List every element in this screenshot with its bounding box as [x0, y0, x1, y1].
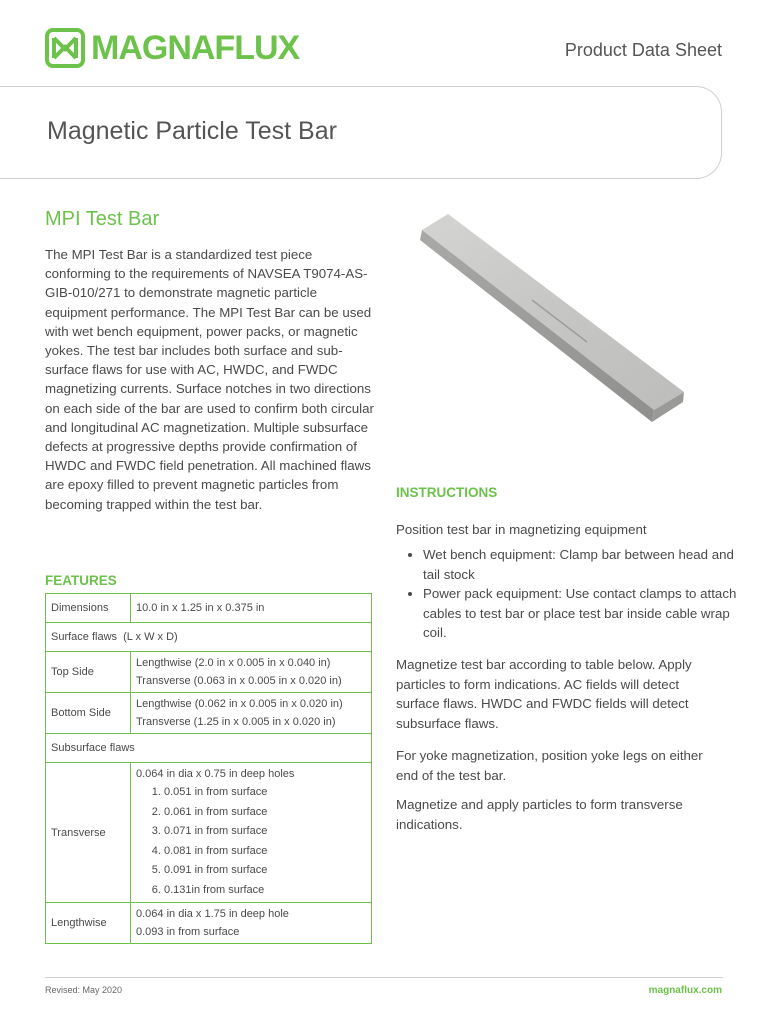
lengthwise-label: Lengthwise: [46, 903, 131, 944]
features-heading: FEATURES: [45, 573, 117, 588]
instructions-paragraph-2: For yoke magnetization, position yoke legs on either end of the test bar.: [396, 748, 703, 783]
table-row: [46, 903, 372, 944]
instructions-lead: Position test bar in magnetizing equipment: [396, 522, 647, 537]
bottom-side-label: Bottom Side: [46, 693, 131, 734]
transverse-label: Transverse: [46, 763, 131, 903]
revised-date: Revised: May 2020: [45, 985, 123, 995]
table-row: [46, 734, 372, 763]
dimensions-value: 10.0 in x 1.25 in x 0.375 in: [131, 594, 372, 623]
top-side-label: Top Side: [46, 652, 131, 693]
magnaflux-logo-icon: [45, 28, 85, 68]
surface-flaws-unit: (L x W x D): [123, 631, 178, 643]
bottom-side-lengthwise: Lengthwise (0.062 in x 0.005 in x 0.020 in): [136, 698, 343, 710]
document-type: Product Data Sheet: [564, 40, 722, 60]
website-link[interactable]: magnaflux.com: [648, 985, 722, 996]
top-side-transverse: Transverse (0.063 in x 0.005 in x 0.020 in): [136, 675, 342, 687]
table-row: [46, 693, 372, 734]
top-side-values: [131, 652, 372, 693]
table-row: [46, 763, 372, 903]
list-item: 6. 0.131in from surface: [164, 881, 366, 901]
page-title: Magnetic Particle Test Bar: [47, 117, 337, 145]
table-row: [46, 623, 372, 652]
bottom-side-values: [131, 693, 372, 734]
list-item: • Wet bench equipment: Clamp bar between head and tail stock: [423, 545, 753, 584]
intro-paragraph: The MPI Test Bar is a standardized test piece conforming to the requirements of NAVSEA T9074-AS-GIB-010/271 to demonstrate magnetic particle equipment performance. The MPI Test Bar can be used with wet bench equipment, power packs, or magnetic yokes. The test bar includes both surface and sub-surface flaws for use with AC, HWDC, and FWDC magnetizing currents. Surface notches in two directions on each side of the bar are used to confirm both circular and longitudinal AC magnetization. Multiple subsurface defects at progressive depths provide confirmation of HWDC and FWDC field penetration. All machined flaws are epoxy filled to prevent magnetic particles from becoming trapped within the test bar.: [45, 247, 374, 512]
list-item: 1. 0.051 in from surface: [164, 783, 366, 803]
title-band: [0, 86, 722, 179]
section-title: MPI Test Bar: [45, 208, 160, 230]
footer-divider: [45, 977, 723, 978]
instructions-paragraph-1: Magnetize test bar according to table below. Apply particles to form indications. AC fields will detect surface flaws. HWDC and FWDC fields will detect subsurface flaws.: [396, 657, 692, 731]
table-row: [46, 594, 372, 623]
subsurface-flaws-header: Subsurface flaws: [46, 734, 372, 763]
lengthwise-line-2: 0.093 in from surface: [136, 926, 240, 938]
list-item: 2. 0.061 in from surface: [164, 803, 366, 823]
test-bar-photo: [412, 200, 712, 440]
features-table: [45, 593, 372, 944]
transverse-values: [131, 763, 372, 903]
surface-flaws-header: [46, 623, 372, 652]
transverse-hole-list: [136, 783, 366, 900]
lengthwise-values: [131, 903, 372, 944]
bottom-side-transverse: Transverse (1.25 in x 0.005 in x 0.020 in): [136, 716, 336, 728]
table-row: [46, 652, 372, 693]
instructions-paragraph-3: Magnetize and apply particles to form transverse indications.: [396, 797, 683, 832]
list-item: 5. 0.091 in from surface: [164, 861, 366, 881]
top-side-lengthwise: Lengthwise (2.0 in x 0.005 in x 0.040 in): [136, 657, 331, 669]
surface-flaws-label: Surface flaws: [51, 631, 118, 643]
brand-name: MAGNAFLUX: [91, 28, 300, 67]
list-item: • Power pack equipment: Use contact clamps to attach cables to test bar or place test bar inside cable wrap coil.: [423, 584, 753, 643]
transverse-intro: 0.064 in dia x 0.75 in deep holes: [136, 768, 295, 780]
list-item: 4. 0.081 in from surface: [164, 842, 366, 862]
instructions-list: [396, 545, 753, 643]
instructions-heading: INSTRUCTIONS: [396, 485, 498, 500]
dimensions-label: Dimensions: [46, 594, 131, 623]
list-item: 3. 0.071 in from surface: [164, 822, 366, 842]
lengthwise-line-1: 0.064 in dia x 1.75 in deep hole: [136, 908, 289, 920]
magnaflux-logo: [45, 28, 299, 68]
